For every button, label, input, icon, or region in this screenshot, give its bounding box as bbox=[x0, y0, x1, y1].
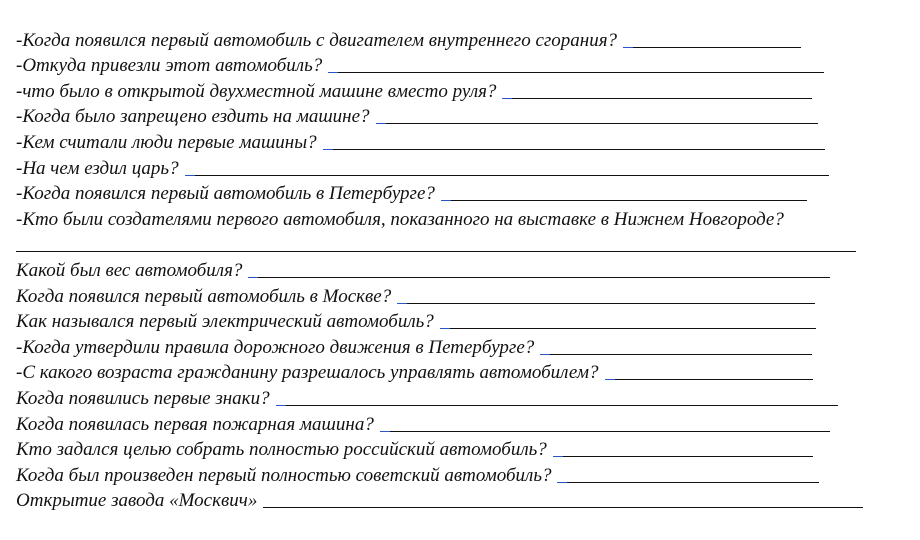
question-line bbox=[16, 26, 896, 52]
answer-cursor-mark bbox=[248, 277, 258, 278]
answer-cursor-mark bbox=[605, 379, 615, 380]
question-line bbox=[16, 436, 896, 462]
question-line bbox=[16, 282, 896, 308]
question-text: Когда появились первые знаки? bbox=[16, 387, 270, 409]
answer-blank[interactable] bbox=[16, 250, 856, 252]
answer-blank[interactable] bbox=[286, 404, 838, 406]
question-text: -С какого возраста гражданину разрешалось управлять автомобилем? bbox=[16, 362, 599, 384]
question-line bbox=[16, 180, 896, 206]
question-text: -Когда появился первый автомобиль с двигателем внутреннего сгорания? bbox=[16, 29, 618, 51]
answer-blank[interactable] bbox=[386, 122, 818, 124]
answer-cursor-mark bbox=[540, 354, 550, 355]
answer-cursor-mark bbox=[376, 123, 386, 124]
question-line bbox=[16, 256, 896, 282]
answer-cursor-mark bbox=[623, 47, 633, 48]
answer-blank[interactable] bbox=[338, 71, 824, 73]
question-line bbox=[16, 52, 896, 78]
question-text: -Кем считали люди первые машины? bbox=[16, 131, 317, 153]
question-text: Когда появилась первая пожарная машина? bbox=[16, 413, 374, 435]
answer-blank[interactable] bbox=[390, 430, 830, 432]
question-line bbox=[16, 384, 896, 410]
question-text: Когда был произведен первый полностью советский автомобиль? bbox=[16, 464, 552, 486]
question-text: Какой был вес автомобиля? bbox=[16, 259, 243, 281]
answer-blank[interactable] bbox=[263, 506, 863, 508]
answer-blank[interactable] bbox=[195, 174, 829, 176]
answer-blank[interactable] bbox=[407, 302, 815, 304]
answer-cursor-mark bbox=[397, 303, 407, 304]
question-text: -Кто были создателями первого автомобиля, показанного на выставке в Нижнем Новгороде? bbox=[16, 208, 784, 230]
answer-blank[interactable] bbox=[633, 46, 801, 48]
question-line bbox=[16, 308, 896, 334]
question-text: Кто задался целью собрать полностью российский автомобиль? bbox=[16, 439, 547, 461]
answer-blank[interactable] bbox=[333, 148, 825, 150]
answer-blank[interactable] bbox=[258, 276, 830, 278]
answer-cursor-mark bbox=[441, 200, 451, 201]
answer-blank[interactable] bbox=[512, 97, 812, 99]
question-line bbox=[16, 205, 896, 231]
answer-blank[interactable] bbox=[550, 353, 812, 355]
question-line bbox=[16, 77, 896, 103]
answer-blank[interactable] bbox=[450, 327, 816, 329]
answer-cursor-mark bbox=[380, 431, 390, 432]
question-text: -Откуда привезли этот автомобиль? bbox=[16, 55, 323, 77]
answer-cursor-mark bbox=[323, 149, 333, 150]
question-line bbox=[16, 410, 896, 436]
question-text: Как назывался первый электрический автомобиль? bbox=[16, 311, 434, 333]
answer-blank[interactable] bbox=[563, 455, 813, 457]
answer-cursor-mark bbox=[276, 405, 286, 406]
question-line bbox=[16, 333, 896, 359]
worksheet bbox=[16, 26, 896, 512]
answer-cursor-mark bbox=[328, 72, 338, 73]
answer-blank[interactable] bbox=[567, 481, 819, 483]
question-line bbox=[16, 154, 896, 180]
question-text: Открытие завода «Москвич» bbox=[16, 490, 258, 512]
answer-cursor-mark bbox=[440, 328, 450, 329]
question-text: -Когда было запрещено ездить на машине? bbox=[16, 106, 370, 128]
question-line bbox=[16, 359, 896, 385]
question-text: -Когда утвердили правила дорожного движения в Петербурге? bbox=[16, 336, 535, 358]
question-line bbox=[16, 487, 896, 513]
answer-cursor-mark bbox=[553, 456, 563, 457]
question-line bbox=[16, 103, 896, 129]
answer-blank[interactable] bbox=[451, 199, 807, 201]
answer-cursor-mark bbox=[557, 482, 567, 483]
question-text: -что было в открытой двухместной машине вместо руля? bbox=[16, 80, 497, 102]
answer-cursor-mark bbox=[185, 175, 195, 176]
question-line bbox=[16, 461, 896, 487]
answer-line bbox=[16, 231, 896, 257]
question-line bbox=[16, 128, 896, 154]
question-text: -На чем ездил царь? bbox=[16, 157, 179, 179]
answer-blank[interactable] bbox=[615, 378, 813, 380]
question-text: -Когда появился первый автомобиль в Петербурге? bbox=[16, 183, 435, 205]
question-text: Когда появился первый автомобиль в Москве? bbox=[16, 285, 392, 307]
answer-cursor-mark bbox=[502, 98, 512, 99]
